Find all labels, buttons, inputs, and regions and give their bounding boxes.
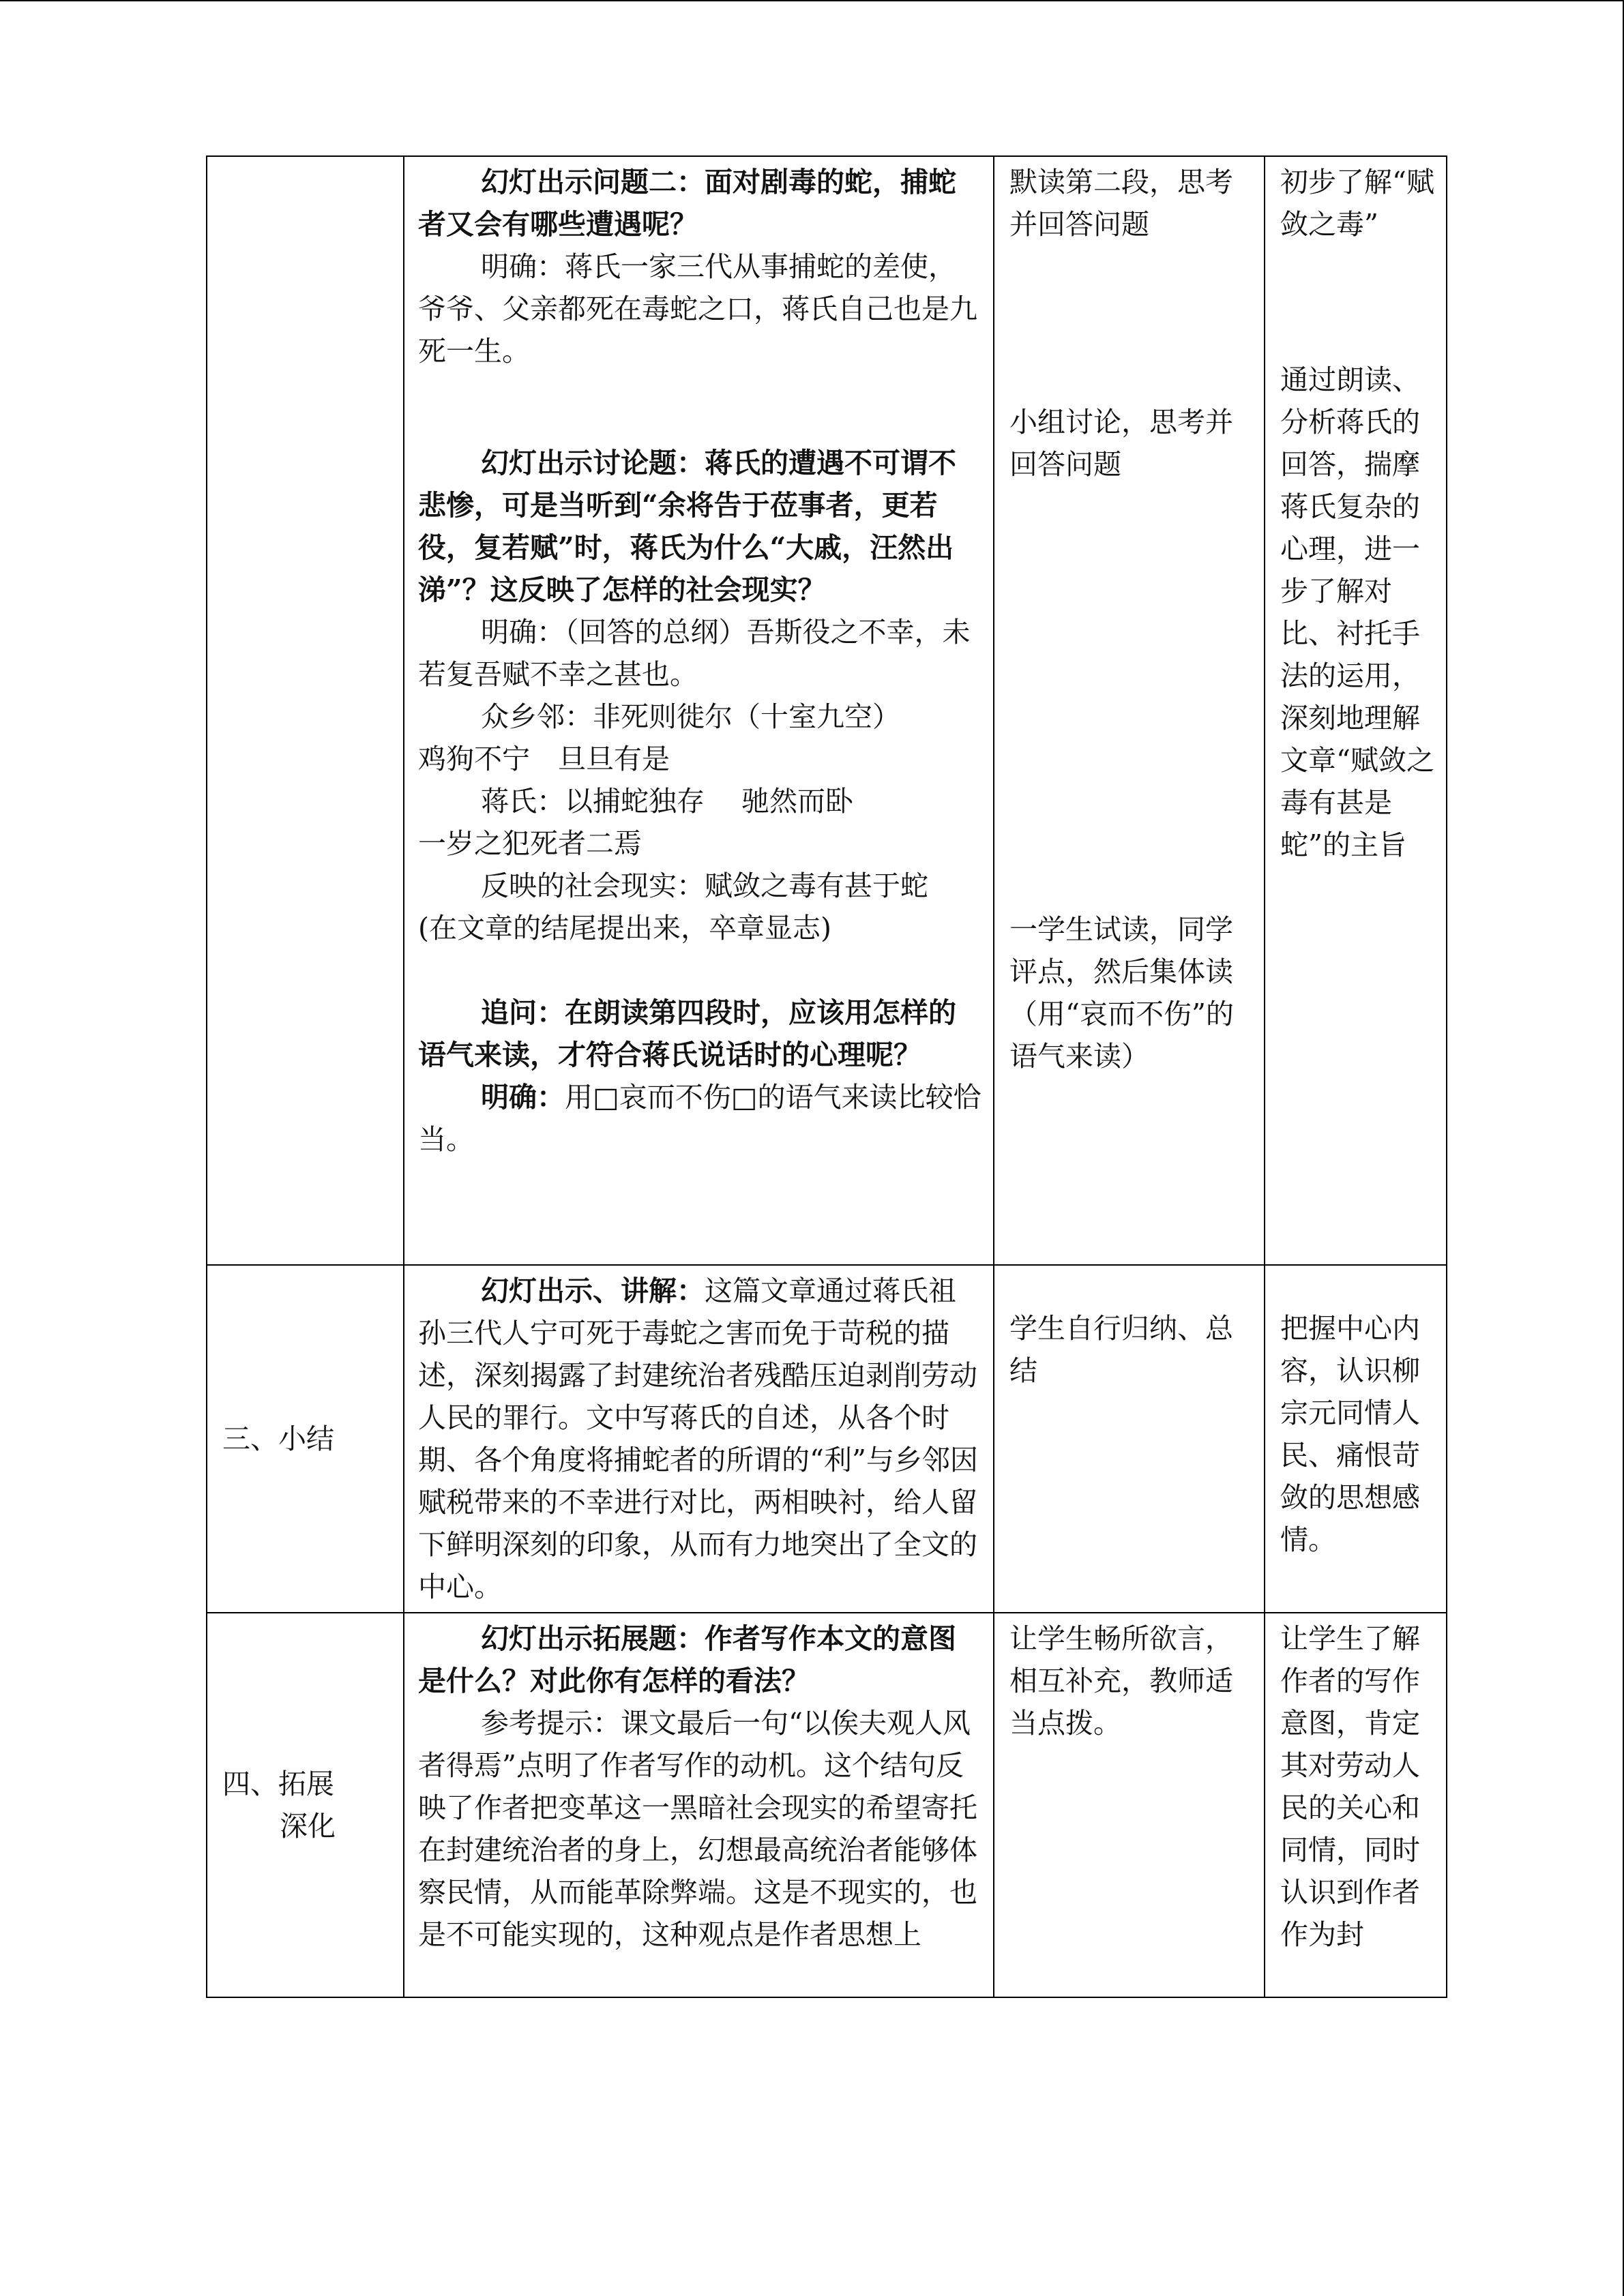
teaching-purpose-cell <box>1265 1265 1447 1613</box>
table-row <box>207 156 1447 1265</box>
student-activity-1: 默读第二段，思考并回答问题 <box>1009 166 1233 241</box>
stage-cell <box>207 1613 404 1997</box>
neighbors-line: 众乡邻：非死则徙尔（十室九空） <box>481 700 900 733</box>
student-activity-cell <box>994 1613 1265 1997</box>
stage-label-line2: 深化 <box>280 1810 336 1843</box>
teaching-purpose: 让学生了解作者的写作意图，肯定其对劳动人民的关心和同情，同时认识到作者作为封 <box>1280 1622 1420 1951</box>
summary-body: 这篇文章通过蒋氏祖孙三代人宁可死于毒蛇之害而免于苛税的描述，深刻揭露了封建统治者残酷压迫剥削劳动人民的罪行。文中写蒋氏的自述，从各个时期、各个角度将捕蛇者的所谓的“利”与乡邻因赋税带来的不幸进行对比，两相映衬，给人留下鲜明深刻的印象，从而有力地突出了全文的中心。 <box>418 1274 978 1603</box>
teaching-purpose-2: 通过朗读、分析蒋氏的回答，揣摩蒋氏复杂的心理，进一步了解对比、衬托手法的运用，深刻地理解文章“赋敛之毒有甚是蛇”的主旨 <box>1280 363 1434 861</box>
jiang-line: 蒋氏：以捕蛇独存 驰然而卧 <box>481 785 854 818</box>
lesson-plan-table <box>206 155 1447 1998</box>
teaching-purpose: 把握中心内容，认识柳宗元同情人民、痛恨苛敛的思想感情。 <box>1280 1312 1420 1556</box>
table-row <box>207 1265 1447 1613</box>
extension-title: 幻灯出示拓展题：作者写作本文的意图是什么？对此你有怎样的看法？ <box>418 1622 956 1697</box>
student-activity: 让学生畅所欲言，相互补充，教师适当点拨。 <box>1009 1622 1233 1740</box>
extension-text: 参考提示：课文最后一句“以俟夫观人风者得焉”点明了作者写作的动机。这个结句反映了作者把变革这一黑暗社会现实的希望寄托在封建统治者的身上，幻想最高统治者能够体察民情，从而能革除弊端。这是不现实的，也是不可能实现的，这种观点是作者思想上 <box>418 1707 977 1951</box>
social-reality-line: 反映的社会现实：赋敛之毒有甚于蛇 <box>481 869 928 902</box>
summary-label: 幻灯出示、讲解： <box>481 1274 705 1307</box>
answer-label: 明确： <box>481 1081 565 1114</box>
answer-text: 用□哀而不伤□的语气来读比较恰当。 <box>418 1081 981 1156</box>
neighbors-line-2: 鸡狗不宁 旦旦有是 <box>418 743 670 775</box>
stage-label-line1: 四、拓展 <box>222 1768 334 1800</box>
spacer <box>1280 1270 1438 1307</box>
spacer <box>1009 486 1256 908</box>
teaching-purpose-cell <box>1265 1613 1447 1997</box>
stage-cell <box>207 156 404 1265</box>
discussion-answer: 明确：（回答的总纲）吾斯役之不幸，未若复吾赋不幸之甚也。 <box>418 616 971 691</box>
student-activity-cell <box>994 156 1265 1265</box>
teaching-purpose-cell <box>1265 156 1447 1265</box>
spacer <box>418 372 982 415</box>
follow-up-question: 追问：在朗读第四段时，应该用怎样的语气来读，才符合蒋氏说话时的心理呢？ <box>418 996 956 1071</box>
spacer <box>1009 245 1256 401</box>
content-cell <box>404 1613 994 1997</box>
table-row <box>207 1613 1447 1997</box>
discussion-title: 幻灯出示讨论题：蒋氏的遭遇不可谓不悲惨，可是当听到“余将告于莅事者，更若役，复若赋”时，蒋氏为什么“大戚，汪然出涕”？这反映了怎样的社会现实？ <box>418 447 956 606</box>
spacer <box>1280 245 1438 359</box>
content-cell <box>404 1265 994 1613</box>
spacer <box>1009 1270 1256 1307</box>
spacer <box>418 415 982 442</box>
spacer <box>418 949 982 992</box>
conclusion-note: (在文章的结尾提出来，卒章显志) <box>418 912 831 944</box>
stage-cell: 三、小结 <box>207 1265 404 1613</box>
question-two-answer: 明确：蒋氏一家三代从事捕蛇的差使，爷爷、父亲都死在毒蛇之口，蒋氏自己也是九死一生。 <box>418 250 977 368</box>
content-cell <box>404 156 994 1265</box>
follow-up-answer <box>418 1076 982 1161</box>
student-activity-cell <box>994 1265 1265 1613</box>
student-activity-2: 小组讨论，思考并回答问题 <box>1009 406 1233 481</box>
teaching-purpose-1: 初步了解“赋敛之毒” <box>1280 166 1434 241</box>
student-activity-3: 一学生试读，同学评点，然后集体读（用“哀而不伤”的语气来读） <box>1009 913 1234 1073</box>
question-two-title: 幻灯出示问题二：面对剧毒的蛇，捕蛇者又会有哪些遭遇呢？ <box>418 166 956 241</box>
student-activity: 学生自行归纳、总结 <box>1009 1312 1233 1387</box>
summary-text <box>418 1270 982 1608</box>
jiang-line-2: 一岁之犯死者二焉 <box>418 827 642 860</box>
